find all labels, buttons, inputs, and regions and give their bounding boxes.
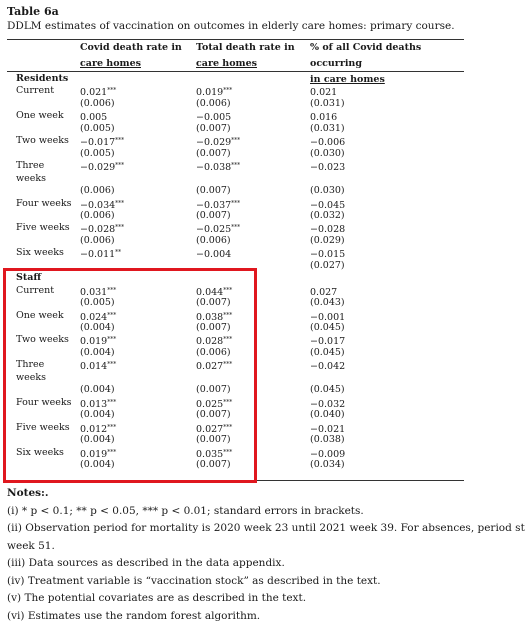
cell-value: (0.005) [80,123,115,134]
std-error-cell [196,322,231,334]
estimate-cell [196,247,231,261]
cell-value: (0.007) [196,123,231,134]
cell-value: 0.028 [196,336,223,347]
significance-stars: *** [223,399,232,406]
std-error-cell [310,434,345,446]
cell-value: −0.028 [80,224,115,235]
estimate-cell [196,160,240,174]
significance-stars: *** [223,361,232,368]
std-error-cell [310,260,345,272]
header-col-3-line1: % of all Covid deaths occurring [310,40,473,72]
header-rule [7,71,464,72]
cell-value: (0.006) [80,98,115,109]
significance-stars: *** [115,137,124,144]
cell-value: (0.007) [196,148,231,159]
estimate-cell [310,160,345,174]
significance-stars: *** [223,449,232,456]
significance-stars: ** [115,249,121,256]
std-error-cell [310,148,345,160]
cell-value: 0.027 [196,361,223,372]
cell-value: 0.027 [310,287,337,298]
cell-value: (0.006) [80,210,115,221]
note-line: (i) * p < 0.1; ** p < 0.05, *** p < 0.01; standard errors in brackets. [7,503,473,521]
std-error-cell [196,185,231,197]
row-label: One week [16,110,64,122]
cell-value: −0.025 [196,224,231,235]
estimate-cell [310,359,345,373]
cell-value: 0.013 [80,399,107,410]
std-error-cell [310,123,345,135]
std-error-cell [310,347,345,359]
section-header: Residents [16,73,68,85]
cell-value: 0.005 [80,112,107,123]
cell-value: (0.040) [310,409,345,420]
cell-value: −0.032 [310,399,345,410]
header-col-2-line1: Total death rate in [196,40,295,56]
significance-stars: *** [107,361,116,368]
cell-value: −0.011 [80,249,115,260]
std-error-cell [310,459,345,471]
cell-value: (0.045) [310,347,345,358]
cell-value: (0.007) [196,210,231,221]
std-error-cell [80,459,115,471]
row-label: Two weeks [16,334,69,346]
cell-value: (0.034) [310,459,345,470]
estimate-cell [196,359,232,373]
cell-value: 0.019 [80,449,107,460]
std-error-cell [310,322,345,334]
std-error-cell [80,297,115,309]
std-error-cell [80,347,115,359]
cell-value: (0.043) [310,297,345,308]
std-error-cell [196,235,231,247]
std-error-cell [310,409,345,421]
significance-stars: *** [223,87,232,94]
std-error-cell [196,409,231,421]
std-error-cell [80,322,115,334]
header-col-3 [310,40,473,88]
header-col-1 [80,40,182,72]
cell-value: 0.012 [80,424,107,435]
std-error-cell [310,210,345,222]
cell-value: (0.007) [196,409,231,420]
cell-value: 0.024 [80,312,107,323]
std-error-cell [196,384,231,396]
row-label: Three [16,160,44,172]
note-line: (v) The potential covariates are as described in the text. [7,590,473,608]
cell-value: (0.004) [80,384,115,395]
table-label: Table 6a [7,5,59,18]
std-error-cell [196,148,231,160]
significance-stars: *** [223,312,232,319]
row-label-continued: weeks [16,173,46,185]
cell-value: (0.007) [196,384,231,395]
cell-value: −0.045 [310,200,345,211]
cell-value: 0.027 [196,424,223,435]
note-line: week 51. [7,538,473,556]
cell-value: (0.007) [196,434,231,445]
cell-value: (0.006) [196,98,231,109]
header-col-2-line2: care homes [196,56,295,72]
cell-value: (0.031) [310,98,345,109]
cell-value: −0.006 [310,137,345,148]
cell-value: −0.001 [310,312,345,323]
header-col-3-line2: in care homes [310,72,473,88]
significance-stars: *** [231,162,240,169]
cell-value: −0.038 [196,162,231,173]
cell-value: (0.004) [80,409,115,420]
std-error-cell [196,98,231,110]
cell-value: 0.025 [196,399,223,410]
cell-value: 0.035 [196,449,223,460]
cell-value: (0.045) [310,384,345,395]
cell-value: (0.004) [80,347,115,358]
row-label: Five weeks [16,422,70,434]
cell-value: (0.004) [80,322,115,333]
row-label: Five weeks [16,222,70,234]
notes-title: Notes:. [7,485,473,503]
cell-value: 0.019 [80,336,107,347]
estimate-cell [80,247,121,261]
std-error-cell [196,297,231,309]
std-error-cell [80,210,115,222]
std-error-cell [80,235,115,247]
row-label: Three [16,359,44,371]
significance-stars: *** [115,200,124,207]
std-error-cell [80,434,115,446]
notes [7,485,473,625]
cell-value: −0.037 [196,200,231,211]
cell-value: 0.044 [196,287,223,298]
significance-stars: *** [115,224,124,231]
std-error-cell [310,384,345,396]
table-caption: DDLM estimates of vaccination on outcomes in elderly care homes: primary course. [7,20,455,32]
header-col-1-line2: care homes [80,56,182,72]
std-error-cell [80,123,115,135]
cell-value: −0.034 [80,200,115,211]
row-label-continued: weeks [16,372,46,384]
cell-value: (0.007) [196,297,231,308]
cell-value: 0.031 [80,287,107,298]
section-header: Staff [16,272,41,284]
note-line: (vi) Estimates use the random forest algorithm. [7,608,473,625]
cell-value: (0.030) [310,148,345,159]
significance-stars: *** [107,399,116,406]
cell-value: −0.017 [310,336,345,347]
cell-value: 0.016 [310,112,337,123]
std-error-cell [196,123,231,135]
cell-value: (0.031) [310,123,345,134]
estimate-cell [80,160,124,174]
significance-stars: *** [231,224,240,231]
cell-value: (0.007) [196,185,231,196]
std-error-cell [310,297,345,309]
significance-stars: *** [107,87,116,94]
estimate-cell [80,359,116,373]
significance-stars: *** [107,312,116,319]
note-line: (iii) Data sources as described in the data appendix. [7,555,473,573]
significance-stars: *** [107,424,116,431]
cell-value: −0.023 [310,162,345,173]
std-error-cell [310,98,345,110]
cell-value: (0.029) [310,235,345,246]
cell-value: −0.005 [196,112,231,123]
std-error-cell [80,409,115,421]
cell-value: −0.028 [310,224,345,235]
significance-stars: *** [107,287,116,294]
cell-value: −0.021 [310,424,345,435]
significance-stars: *** [231,200,240,207]
cell-value: −0.017 [80,137,115,148]
cell-value: (0.004) [80,459,115,470]
row-label: Four weeks [16,198,71,210]
std-error-cell [196,210,231,222]
cell-value: 0.038 [196,312,223,323]
significance-stars: *** [115,162,124,169]
cell-value: (0.032) [310,210,345,221]
row-label: Two weeks [16,135,69,147]
significance-stars: *** [223,424,232,431]
cell-value: (0.007) [196,459,231,470]
row-label: Current [16,85,54,97]
significance-stars: *** [223,336,232,343]
cell-value: (0.030) [310,185,345,196]
std-error-cell [196,347,231,359]
cell-value: (0.038) [310,434,345,445]
cell-value: (0.006) [196,347,231,358]
row-label: One week [16,310,64,322]
note-line: (ii) Observation period for mortality is 2020 week 23 until 2021 week 39. For absences, period st [7,520,473,538]
std-error-cell [196,459,231,471]
significance-stars: *** [107,336,116,343]
std-error-cell [80,384,115,396]
header-col-2 [196,40,295,72]
cell-value: (0.006) [80,185,115,196]
cell-value: 0.014 [80,361,107,372]
row-label: Current [16,285,54,297]
cell-value: 0.019 [196,87,223,98]
cell-value: (0.027) [310,260,345,271]
std-error-cell [80,98,115,110]
cell-value: −0.029 [196,137,231,148]
row-label: Four weeks [16,397,71,409]
std-error-cell [310,185,345,197]
cell-value: 0.021 [80,87,107,98]
significance-stars: *** [107,449,116,456]
cell-value: (0.045) [310,322,345,333]
significance-stars: *** [223,287,232,294]
cell-value: 0.021 [310,87,337,98]
cell-value: (0.005) [80,148,115,159]
cell-value: −0.009 [310,449,345,460]
std-error-cell [310,235,345,247]
cell-value: −0.042 [310,361,345,372]
row-label: Six weeks [16,247,64,259]
std-error-cell [80,185,115,197]
header-col-1-line1: Covid death rate in [80,40,182,56]
cell-value: −0.004 [196,249,231,260]
row-label: Six weeks [16,447,64,459]
cell-value: (0.006) [196,235,231,246]
note-line: (iv) Treatment variable is “vaccination stock” as described in the text. [7,573,473,591]
cell-value: −0.029 [80,162,115,173]
bottom-rule [7,480,464,481]
std-error-cell [196,434,231,446]
cell-value: (0.006) [80,235,115,246]
cell-value: (0.005) [80,297,115,308]
significance-stars: *** [231,137,240,144]
cell-value: −0.015 [310,249,345,260]
cell-value: (0.004) [80,434,115,445]
cell-value: (0.007) [196,322,231,333]
std-error-cell [80,148,115,160]
